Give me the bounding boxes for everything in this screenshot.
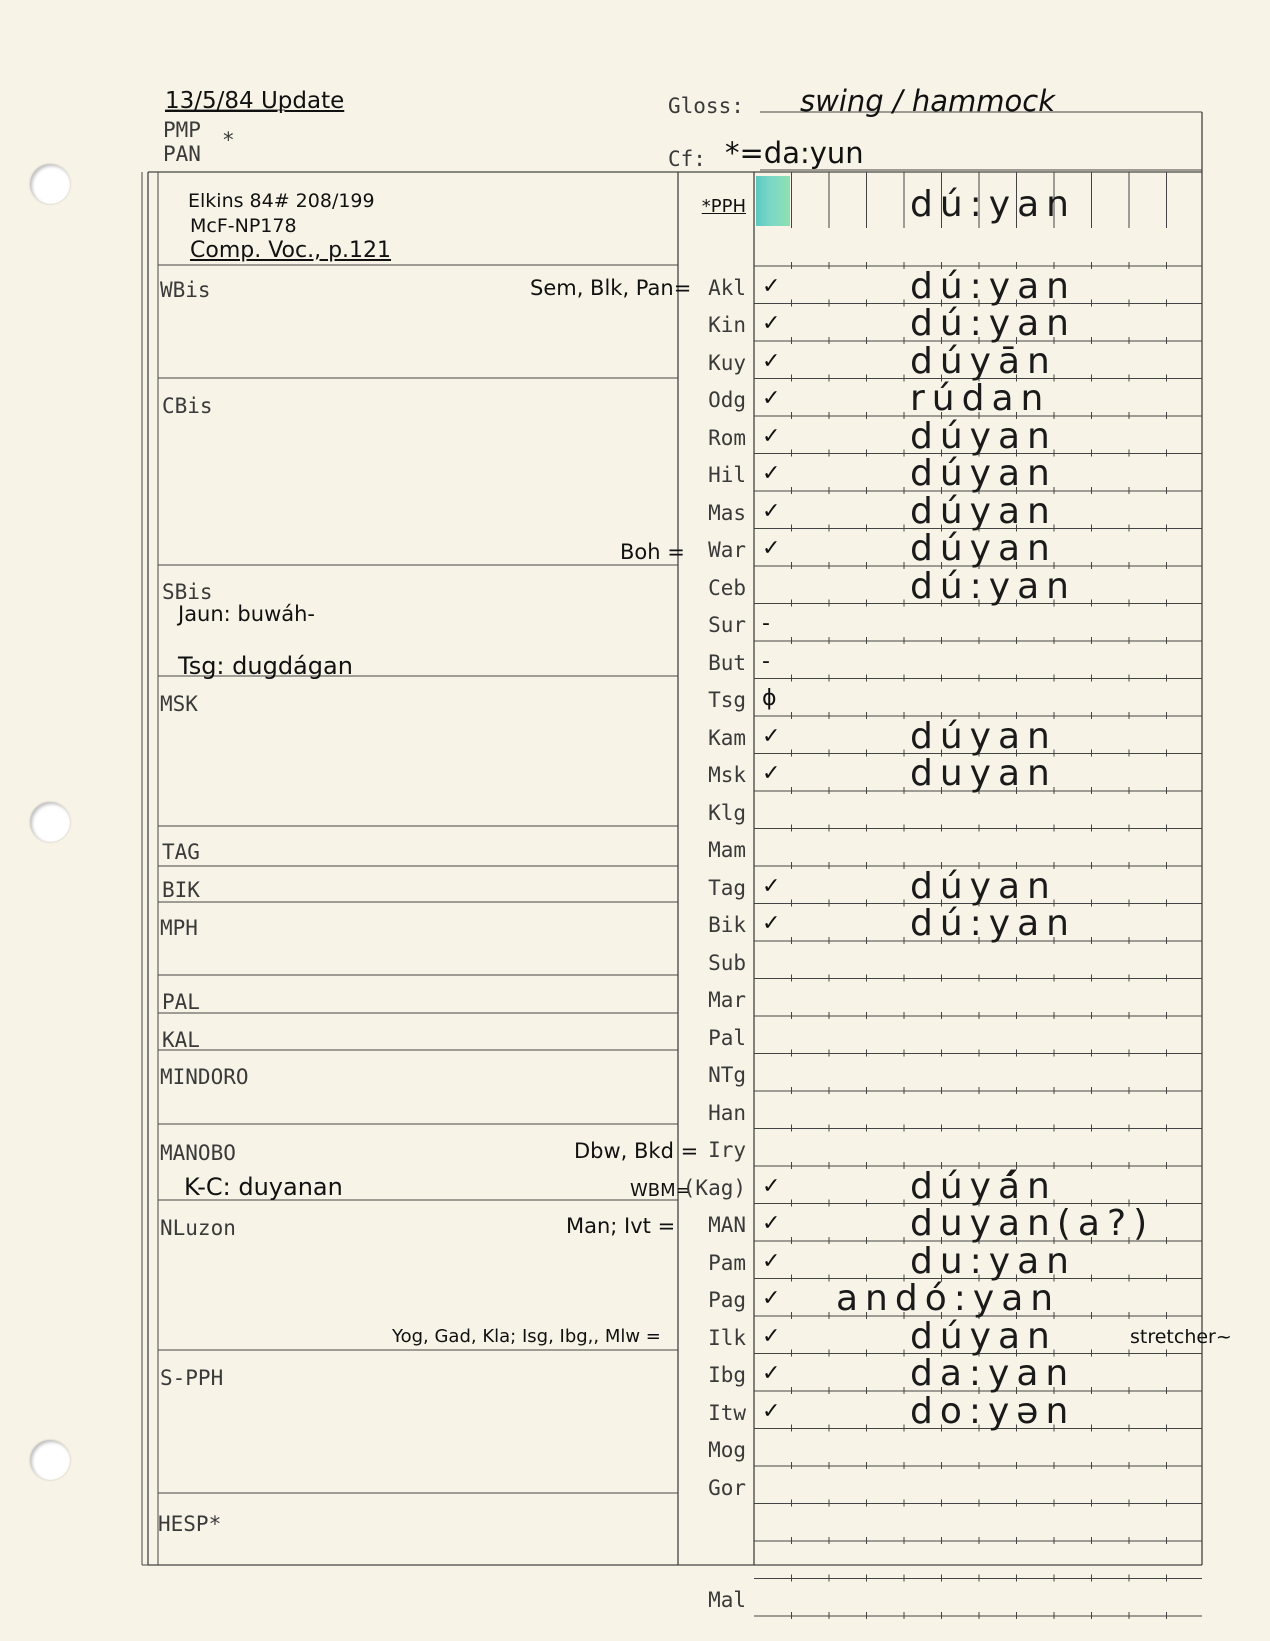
row-language-label: Ceb [708,575,746,600]
pmp-label: PMP [163,118,201,142]
row-language-label: Ilk [708,1325,746,1350]
row-reflex-form: dú:yan [910,903,1076,944]
row-reflex-form: dúyá́n [910,1165,1057,1207]
row-language-label: Sub [708,950,746,975]
section-msk: MSK [160,692,198,716]
section-wbis: WBis [160,278,211,302]
section-tag: TAG [162,840,200,864]
row-reflex-form: dú:yan [910,565,1076,607]
row-check-mark: ✓ [762,723,781,749]
note-sbis-jaun: Jaun: buwáh- [178,602,316,626]
row-language-label: Hil [708,463,746,487]
row-reflex-form: duyan [910,753,1057,794]
note-sbis-tsg: Tsg: dugdágan [178,652,353,680]
row-language-label: NTg [708,1063,746,1087]
row-language-label: Mam [708,838,746,862]
row-check-mark: ✓ [762,1286,781,1311]
pan-label: PAN [163,142,201,166]
row-reflex-form: dúyan [910,528,1057,569]
row-language-label: Pam [708,1250,746,1275]
row-language-label: Itw [708,1400,746,1425]
row-language-label: Odg [708,388,746,412]
row-language-label: Mal [708,1588,746,1612]
source-mcf: McF-NP178 [190,215,297,237]
row-language-label: Kuy [708,350,746,375]
row-reflex-form: dú:yan [910,303,1076,344]
source-comp-voc: Comp. Voc., p.121 [190,238,392,263]
row-check-mark: ✓ [762,1211,781,1236]
update-date: 13/5/84 Update [165,88,345,114]
row-check-mark: ✓ [762,873,781,899]
row-language-label: MAN [708,1213,746,1237]
row-reflex-form: dúyan [910,1315,1057,1357]
row-reflex-form: dúyan [910,490,1057,532]
row-check-mark: ✓ [762,1398,781,1424]
section-hesp: HESP* [158,1512,222,1536]
gloss-value: swing / hammock [800,84,1056,118]
note-cbis: Boh = [620,540,685,564]
row-language-label: Kam [708,725,746,750]
teal-highlight [756,176,790,226]
row-check-mark: ✓ [762,1323,781,1349]
row-check-mark: ✓ [762,1361,781,1386]
row-language-label: Sur [708,613,746,637]
row-language-label: Mas [708,500,746,525]
row-language-label: Mar [708,988,746,1012]
row-language-label: Kin [708,313,746,337]
note-manobo-wbm: WBM= [630,1180,691,1201]
row-reflex-form: dúyan [910,715,1057,757]
row-reflex-form: du:yan [910,1240,1076,1282]
source-elkins: Elkins 84# 208/199 [188,190,375,212]
section-pal: PAL [162,990,200,1014]
section-nluzon: NLuzon [160,1216,236,1240]
row-reflex-form: dú:yan [910,184,1076,225]
note-nluzon: Man; Ivt = [566,1214,676,1238]
row-reflex-form: do:yən [910,1390,1076,1432]
note-manobo: Dbw, Bkd = [574,1139,699,1163]
row-language-label: Tsg [708,688,746,712]
row-check-mark: ✓ [762,386,781,411]
row-reflex-form: dúyan [910,865,1057,907]
section-mph: MPH [160,916,198,940]
row-reflex-form: dú:yan [910,265,1076,307]
row-language-label: War [708,538,746,562]
row-check-mark: ✓ [762,536,781,561]
row-check-mark: ✓ [762,423,781,449]
row-language-label: But [708,650,746,675]
row-language-label: Mog [708,1438,746,1462]
row-reflex-form: dúyan [910,453,1057,494]
section-sbis: SBis [162,580,213,604]
row-extra-note: stretcher~ [1130,1325,1232,1348]
row-check-mark: ✓ [762,498,781,524]
gloss-label: Gloss: [668,94,744,118]
row-check-mark: ✓ [762,761,781,786]
row-language-label: Pag [708,1288,746,1312]
row-language-label: Han [708,1100,746,1125]
row-language-label: Klg [708,800,746,825]
cf-value: *=da:yun [725,136,864,170]
row-language-label: Iry [708,1138,746,1162]
cf-label: Cf: [668,147,706,171]
row-check-mark: ✓ [762,1248,781,1274]
row-check-mark: ✓ [762,911,781,936]
row-reflex-form: dúyān [910,340,1057,382]
row-language-label: *PPH [701,196,746,217]
section-manobo: MANOBO [160,1141,236,1165]
section-s-pph: S-PPH [160,1366,224,1390]
row-check-mark: ɸ [762,686,777,711]
row-reflex-form: rúdan [910,378,1051,419]
row-check-mark: - [762,611,770,636]
row-check-mark: ✓ [762,1173,781,1199]
row-reflex-form: da:yan [910,1353,1076,1394]
row-language-label: Tag [708,875,746,900]
note-manobo-kc: K-C: duyanan [184,1173,343,1201]
row-reflex-form: dúyan [910,415,1057,457]
section-mindoro: MINDORO [160,1065,249,1089]
row-reflex-form: duyan(a?) [910,1203,1155,1244]
row-language-label: Gor [708,1475,746,1500]
section-kal: KAL [162,1028,200,1052]
row-check-mark: ✓ [762,273,781,299]
section-cbis: CBis [162,394,213,418]
row-language-label: Ibg [708,1363,746,1387]
row-language-label: (Kag) [682,1175,746,1200]
row-check-mark: ✓ [762,311,781,336]
row-reflex-form: andó:yan [836,1278,1061,1319]
note-wbis: Sem, Blk, Pan= [530,276,692,300]
row-language-label: Akl [708,275,746,300]
row-check-mark: ✓ [762,461,781,486]
row-language-label: Bik [708,913,746,937]
row-language-label: Pal [708,1025,746,1050]
pmp-star: * [222,128,235,152]
row-language-label: Rom [708,425,746,450]
row-check-mark: ✓ [762,348,781,374]
row-language-label: Msk [708,763,746,787]
section-bik: BIK [162,878,200,902]
note-nluzon-ibg: Yog, Gad, Kla; Isg, Ibg,, Mlw = [392,1326,661,1347]
row-check-mark: - [762,648,770,674]
